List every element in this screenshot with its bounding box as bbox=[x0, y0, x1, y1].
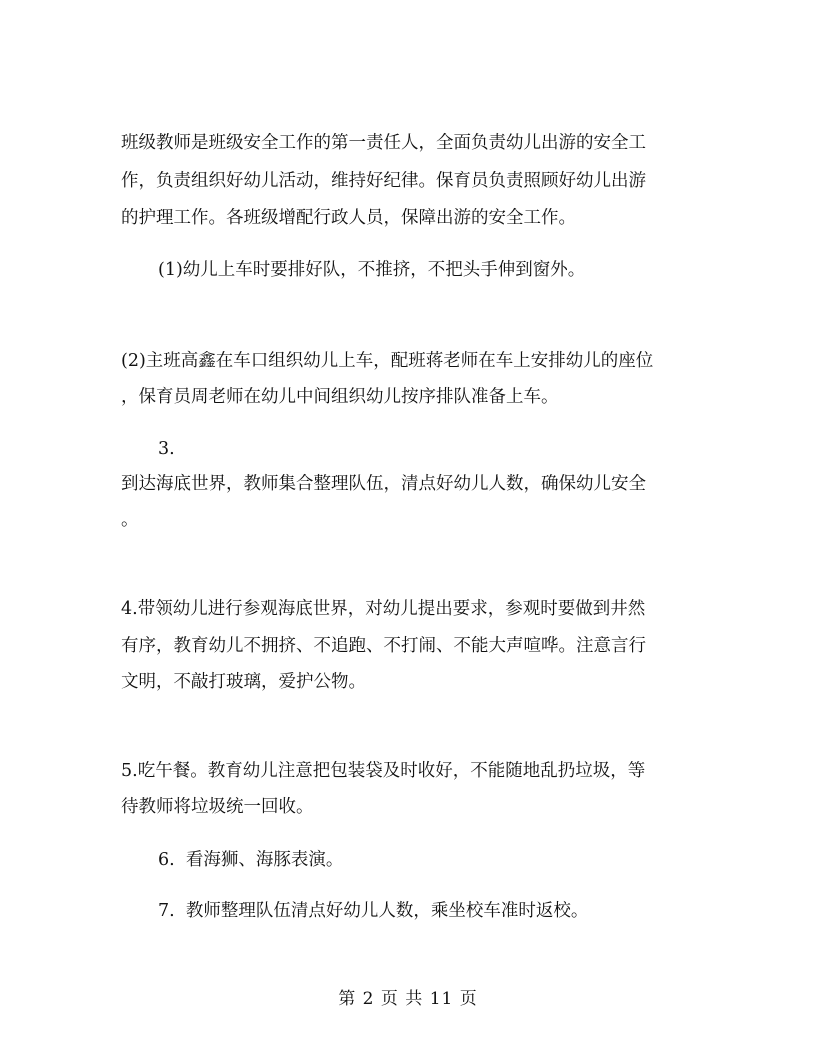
text-line: (2)主班高鑫在车口组织幼儿上车，配班蒋老师在车上安排幼儿的座位 bbox=[121, 351, 654, 371]
text-line: 作，负责组织好幼儿活动，维持好纪律。保育员负责照顾好幼儿出游 bbox=[121, 171, 646, 191]
text-line: (1)幼儿上车时要排好队，不推挤，不把头手伸到窗外。 bbox=[158, 260, 586, 280]
text-line: 5.吃午餐。教育幼儿注意把包装袋及时收好，不能随地乱扔垃圾，等 bbox=[121, 761, 646, 781]
text-line: 有序，教育幼儿不拥挤、不追跑、不打闹、不能大声喧哗。注意言行 bbox=[121, 636, 646, 656]
text-line: 的护理工作。各班级增配行政人员，保障出游的安全工作。 bbox=[121, 208, 576, 228]
text-line: 班级教师是班级安全工作的第一责任人，全面负责幼儿出游的安全工 bbox=[121, 133, 646, 153]
text-line: 。 bbox=[121, 510, 139, 530]
text-line: 文明，不敲打玻璃，爱护公物。 bbox=[121, 672, 366, 692]
text-line: 待教师将垃圾统一回收。 bbox=[121, 797, 314, 817]
text-line: 到达海底世界，教师集合整理队伍，清点好幼儿人数，确保幼儿安全 bbox=[121, 474, 646, 494]
text-line: ，保育员周老师在幼儿中间组织幼儿按序排队准备上车。 bbox=[121, 387, 559, 407]
page-number-footer: 第 2 页 共 11 页 bbox=[338, 989, 478, 1009]
text-line: 7. 教师整理队伍清点好幼儿人数，乘坐校车准时返校。 bbox=[158, 901, 589, 921]
text-line: 4.带领幼儿进行参观海底世界，对幼儿提出要求，参观时要做到井然 bbox=[121, 599, 646, 619]
text-line: 3. bbox=[158, 439, 175, 459]
text-line: 6. 看海狮、海豚表演。 bbox=[158, 850, 344, 870]
